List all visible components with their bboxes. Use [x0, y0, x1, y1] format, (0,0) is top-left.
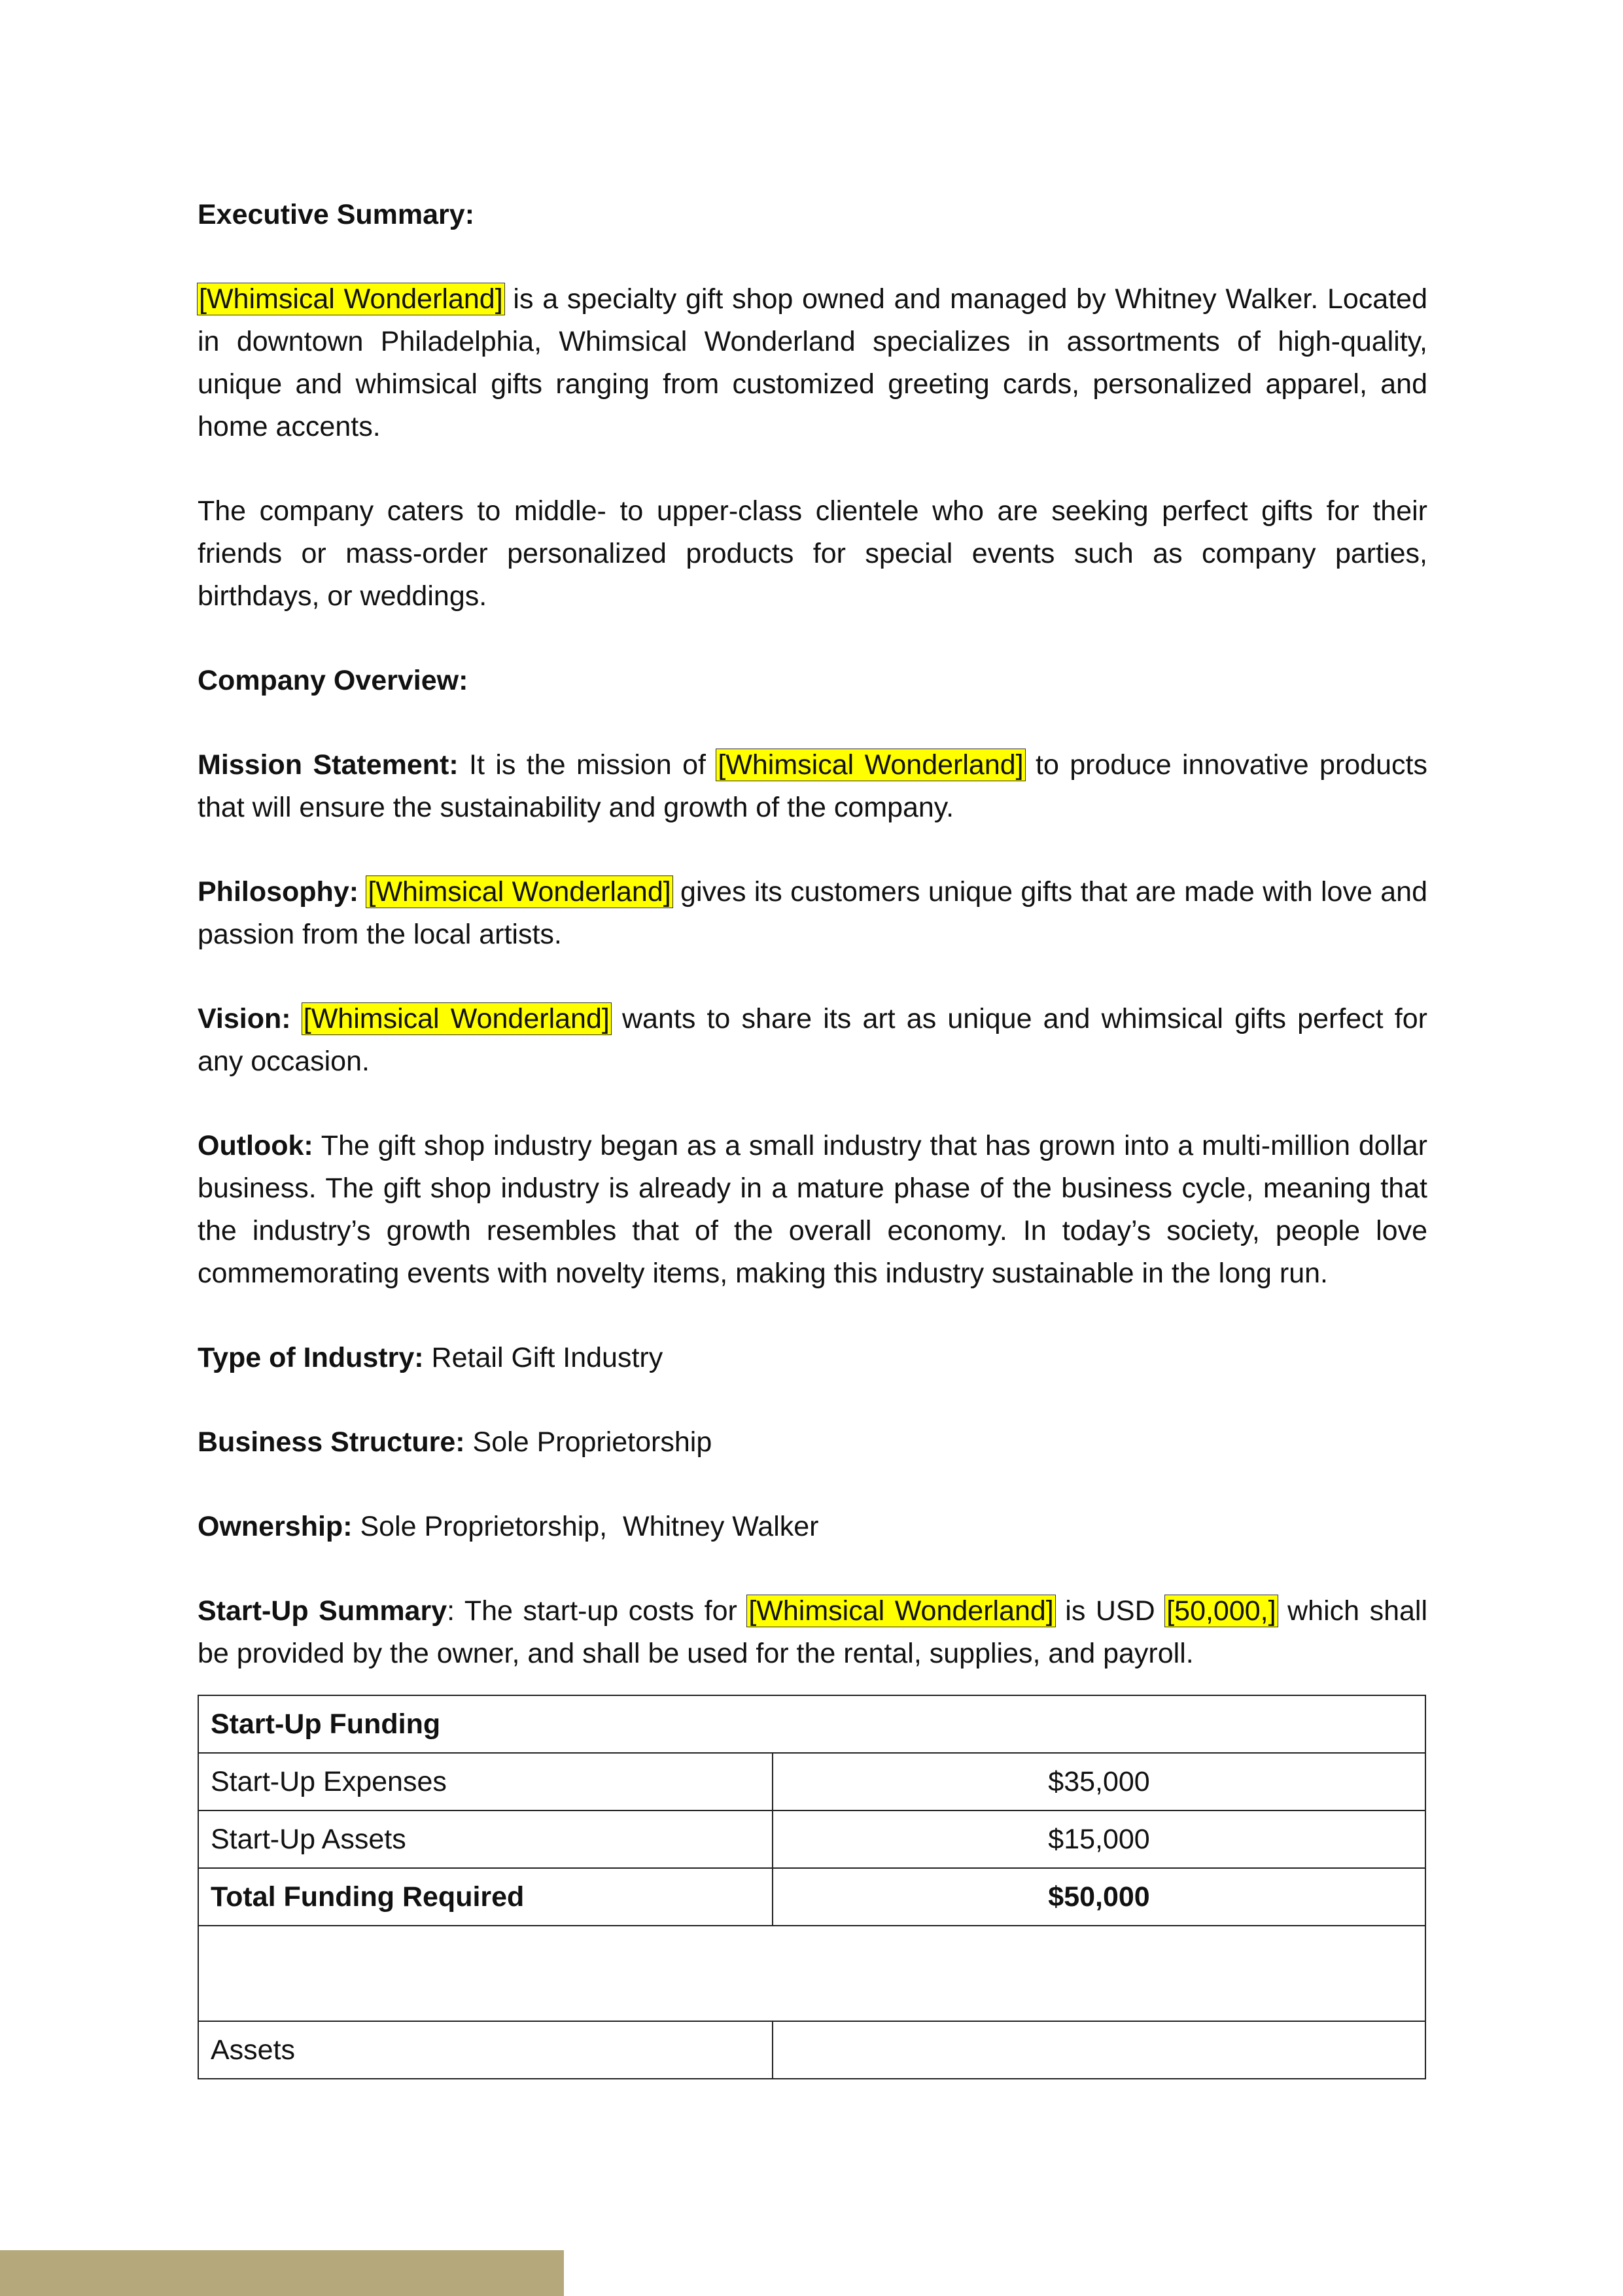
- company-name-placeholder: [Whimsical Wonderland]: [199, 283, 503, 315]
- industry-value: Retail Gift Industry: [423, 1342, 663, 1373]
- footer-accent-bar: [0, 2250, 564, 2296]
- row-label: Total Funding Required: [198, 1868, 773, 1926]
- vision: [198, 998, 1427, 1083]
- philosophy-label: Philosophy:: [198, 876, 359, 908]
- philosophy: [198, 871, 1427, 956]
- table-row-total: [198, 1868, 1425, 1926]
- philosophy-text: gives its customers unique gifts that are made with love and passion from the local artists.: [198, 876, 1427, 950]
- company-name-placeholder: [Whimsical Wonderland]: [303, 1003, 610, 1034]
- executive-summary-paragraph-1: [198, 278, 1427, 448]
- start-up-summary: [198, 1590, 1427, 1675]
- executive-summary-heading: Executive Summary:: [198, 199, 475, 230]
- company-name-placeholder: [Whimsical Wonderland]: [718, 749, 1024, 781]
- table-title: Start-Up Funding: [198, 1695, 1425, 1753]
- ownership-value: Sole Proprietorship, Whitney Walker: [352, 1511, 819, 1542]
- vision-label: Vision:: [198, 1003, 291, 1034]
- row-value: $15,000: [773, 1810, 1425, 1868]
- business-structure: [198, 1421, 1427, 1464]
- table-header-row: [198, 1695, 1425, 1753]
- structure-label: Business Structure:: [198, 1426, 465, 1458]
- row-value: $35,000: [773, 1753, 1425, 1810]
- row-value: [773, 2021, 1425, 2079]
- paragraph-text: is a specialty gift shop owned and managed by Whitney Walker. Located in downtown Philadelphia, Whimsical Wonderland specializes in assortments of high-quality, unique and whimsical gifts ranging from customized greeting cards, personalized apparel, and home accents.: [198, 283, 1427, 442]
- row-value: $50,000: [773, 1868, 1425, 1926]
- ownership: [198, 1506, 1427, 1548]
- outlook-label: Outlook:: [198, 1130, 313, 1161]
- mission-text-before: It is the mission of: [458, 749, 717, 781]
- startup-label: Start-Up Summary: [198, 1595, 447, 1627]
- table-row: [198, 1810, 1425, 1868]
- table-row: [198, 1753, 1425, 1810]
- executive-summary-paragraph-2: The company caters to middle- to upper-class clientele who are seeking perfect gifts for their friends or mass-order personalized products for special events such as company parties, birthdays, or weddings.: [198, 495, 1427, 612]
- outlook-text: The gift shop industry began as a small industry that has grown into a multi-million dollar business. The gift shop industry is already in a mature phase of the business cycle, meaning that the industry’s growth resembles that of the overall economy. In today’s society, people love commemorating events with novelty items, making this industry sustainable in the long run.: [198, 1130, 1427, 1289]
- structure-value: Sole Proprietorship: [464, 1426, 712, 1458]
- row-label: Start-Up Assets: [198, 1810, 773, 1868]
- mission-text-after: to produce innovative products that will ensure the sustainability and growth of the company.: [198, 749, 1427, 823]
- company-name-placeholder: [Whimsical Wonderland]: [748, 1595, 1054, 1627]
- ownership-label: Ownership:: [198, 1511, 353, 1542]
- document-body: [198, 194, 1427, 2079]
- startup-text-middle: is USD: [1055, 1595, 1166, 1627]
- company-name-placeholder: [Whimsical Wonderland]: [368, 876, 671, 908]
- amount-placeholder: [50,000,]: [1166, 1595, 1276, 1627]
- outlook: [198, 1125, 1427, 1295]
- type-of-industry: [198, 1337, 1427, 1379]
- row-label: Start-Up Expenses: [198, 1753, 773, 1810]
- mission-statement: [198, 744, 1427, 829]
- company-overview-heading: Company Overview:: [198, 665, 468, 696]
- table-blank-row: [198, 1926, 1425, 2021]
- industry-label: Type of Industry:: [198, 1342, 424, 1373]
- startup-text-after: which shall be provided by the owner, and shall be used for the rental, supplies, and payroll.: [198, 1595, 1428, 1669]
- table-row: [198, 2021, 1425, 2079]
- row-label: Assets: [198, 2021, 773, 2079]
- blank-cell: [198, 1926, 1425, 2021]
- vision-text: wants to share its art as unique and whimsical gifts perfect for any occasion.: [198, 1003, 1427, 1077]
- startup-text-before: : The start-up costs for: [447, 1595, 748, 1627]
- mission-label: Mission Statement:: [198, 749, 459, 781]
- start-up-funding-table: [198, 1695, 1426, 2079]
